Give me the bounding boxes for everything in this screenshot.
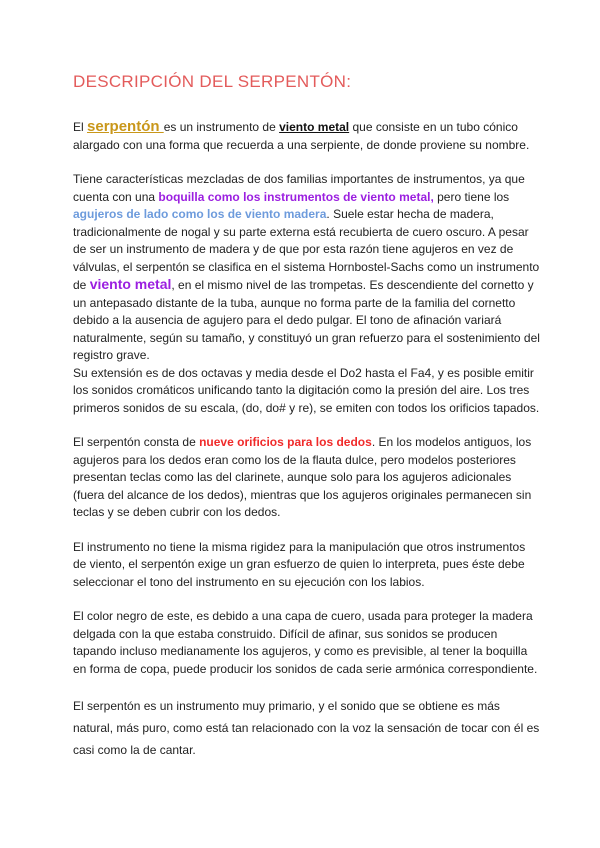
text: Tiene características mezcladas de dos familias importantes de instrumentos, ya que cuenta con una [73, 172, 525, 204]
text: . Suele estar hecha de madera, tradicionalmente de nogal y su parte externa está recubierta de cuero oscuro. A pesar de ser un instrumento de madera y de que por esta razón tiene agujeros en vez de válvulas, el serpentón se clasifica en el sistema Hornbostel-Sachs como un instrumento de [73, 207, 540, 292]
keyword-nueve-orificios: nueve orificios para los dedos [199, 435, 372, 449]
paragraph-orificios [73, 434, 540, 522]
paragraph-characteristics [73, 171, 540, 417]
paragraph-rigidez: El instrumento no tiene la misma rigidez para la manipulación que otros instrumentos de viento, el serpentón exige un gran esfuerzo de quien lo interpreta, pues éste debe seleccionar el tono del instrumento en su ejecución con los labios. [73, 539, 526, 589]
text: que consiste en un tubo cónico alargado con una forma que recuerda a una serpiente, de donde proviene su nombre. [73, 120, 530, 152]
text: , en el mismo nivel de las trompetas. Es descendiente del cornetto y un antepasado distante de la tuba, aunque no forma parte de la familia del cornetto debido a la ausencia de agujero para el dedo pulgar. El tono de afinación variará naturalmente, según su tamaño, y constituyó un gran refuerzo para el sostenimiento del registro grave. [73, 278, 540, 362]
text: . En los modelos antiguos, los agujeros para los dedos eran como los de la flauta dulce, pero modelos posteriores presentan teclas como las del clarinete, aunque solo para los agujeros adicionales (fuera del alcance de los dedos), mientras que los agujeros originales permanecen sin teclas y se deben cubrir con los dedos. [73, 435, 532, 519]
text: es un instrumento de [163, 120, 280, 134]
keyword-boquilla: boquilla como los instrumentos de viento metal, [158, 189, 434, 204]
text: pero tiene los [433, 189, 510, 204]
paragraph-intro [73, 118, 540, 154]
keyword-viento-metal-large: viento metal [89, 276, 172, 292]
text: El [73, 120, 88, 134]
text: Su extensión es de dos octavas y media desde el Do2 hasta el Fa4, y es posible emitir los sonidos cromáticos unificando tanto la digitación como la presión del aire. Los tres primeros sonidos de su escala, (do, do# y re), se emiten con todos los orificios tapados. [73, 365, 540, 415]
paragraph-conclusion: El serpentón es un instrumento muy primario, y el sonido que se obtiene es más natural, más puro, como está tan relacionado con la voz la sensación de tocar con él es casi como la de cantar. [73, 699, 540, 757]
keyword-viento-metal: viento metal [279, 120, 350, 134]
text: El serpentón consta de [73, 435, 200, 449]
keyword-serpenton: serpentón [87, 118, 164, 135]
page-title: DESCRIPCIÓN DEL SERPENTÓN: [73, 72, 352, 91]
paragraph-color: El color negro de este, es debido a una capa de cuero, usada para proteger la madera delgada con la que estaba construido. Difícil de afinar, sus sonidos se producen tapando incluso medianamente los agujeros, y como es previsible, al tener la boquilla en forma de copa, puede producir los sonidos de cada serie armónica correspondiente. [73, 609, 538, 676]
keyword-agujeros: agujeros de lado como los de viento madera [73, 207, 327, 221]
